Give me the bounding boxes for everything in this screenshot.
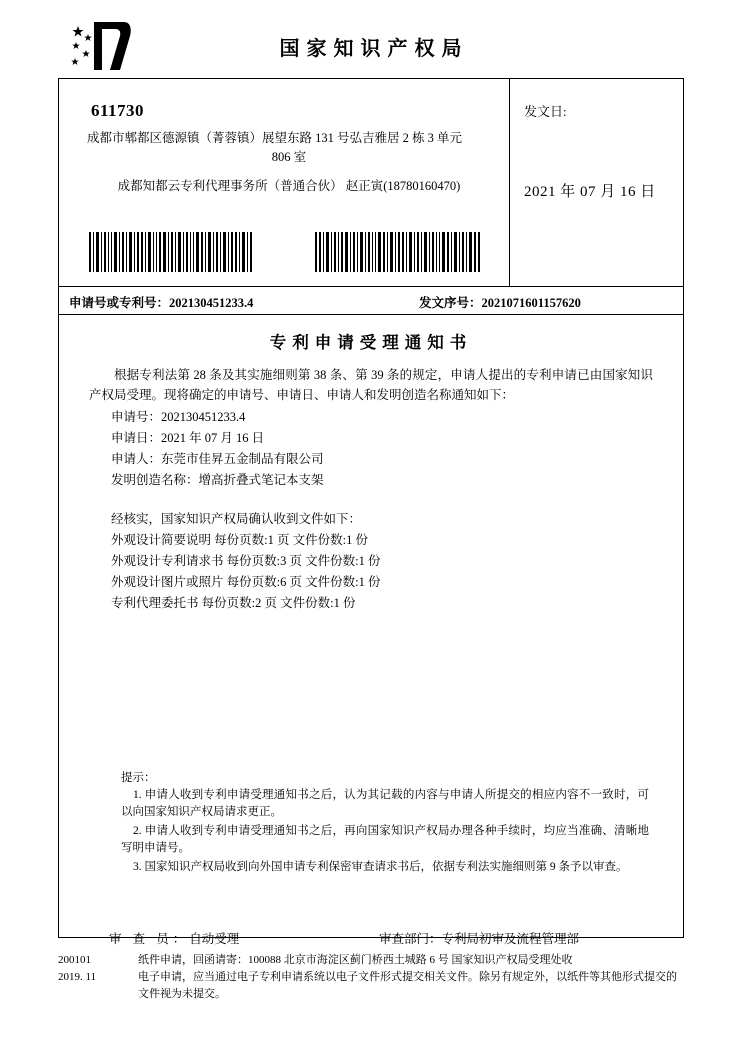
document-frame [58,78,684,946]
addressee-section [59,79,683,287]
field-application-no: 申请号：202130451233.4 [111,410,246,424]
footer-codes [58,952,138,986]
document-item: 外观设计图片或照片 每份页数:6 页 文件份数:1 份 [111,575,381,589]
number-row [59,287,683,315]
hint-item: 2. 申请人收到专利申请受理通知书之后，再向国家知识产权局办理各种手续时，均应当准确、清晰地写明申请号。 [121,825,649,854]
footer-note-2: 电子申请，应当通过电子专利申请系统以电子文件形式提交相关文件。除另有规定外，以纸件等其他形式提交的 [138,971,677,983]
application-number [69,293,253,311]
examiner-value: 自动受理 [189,932,240,946]
footer-code: 200101 [58,954,91,966]
recipient-address [87,129,491,167]
document-title: 专利申请受理通知书 [269,333,473,352]
issue-date-value: 2021 年 07 月 16 日 [524,184,656,200]
intro-paragraph: 根据专利法第 28 条及其实施细则第 38 条、第 39 条的规定，申请人提出的专利申请已由国家知识产权局受理。现将确定的申请号、申请日、申请人和发明创造名称通知如下： [89,368,653,402]
documents-intro: 经核实，国家知识产权局确认收到文件如下： [111,512,362,526]
document-header [58,18,684,74]
application-number-value: 202130451233.4 [169,296,254,310]
field-invention-name: 发明创造名称：增高折叠式笔记本支架 [111,473,324,487]
agency-line: 成都知都云专利代理事务所（普通合伙） 赵正寅(18780160470) [117,179,461,193]
department-block [379,929,579,947]
document-item: 外观设计专利请求书 每份页数:3 页 文件份数:1 份 [111,554,381,568]
barcode-document [315,232,480,272]
document-number [419,293,581,311]
field-application-date: 申请日：2021 年 07 月 16 日 [111,431,265,445]
footer-note-1: 纸件申请，回函请寄：100088 北京市海淀区蓟门桥西土城路 6 号 国家知识产权局受理处收 [138,954,573,966]
barcode-row [59,232,510,272]
address-line-2: 806 室 [271,150,307,164]
department-label: 审查部门： [379,932,442,946]
document-number-value: 2021071601157620 [481,296,581,310]
document-body [59,329,683,951]
issue-date-cell [510,79,683,286]
issue-date-label: 发文日: [524,104,567,119]
recipient-code: 611730 [91,101,145,120]
field-applicant: 申请人：东莞市佳昇五金制品有限公司 [111,452,324,466]
address-line-1: 成都市郫都区德源镇（菁蓉镇）展望东路 131 号弘吉雅居 2 栋 3 单元 [87,131,463,145]
document-item: 专利代理委托书 每份页数:2 页 文件份数:1 份 [111,596,356,610]
received-documents [111,509,653,614]
application-fields [111,407,653,491]
addressee-cell [59,79,510,286]
hints-section [59,769,683,876]
hint-item: 1. 申请人收到专利申请受理通知书之后，认为其记载的内容与申请人所提交的相应内容不一致时，可以向国家知识产权局请求更正。 [121,789,649,818]
hints-label: 提示： [121,772,156,784]
office-title: 国家知识产权局 [279,37,469,60]
application-number-label: 申请号或专利号： [69,296,170,310]
national-emblem-icon [68,20,134,72]
footer-note-3: 文件视为未提交。 [138,988,226,1000]
hint-item: 3. 国家知识产权局收到向外国申请专利保密审查请求书后，依据专利法实施细则第 9 条予以审查。 [133,861,628,873]
document-number-label: 发文序号： [419,296,482,310]
footer-notes [138,952,678,1003]
examiner-block [109,929,239,947]
document-item: 外观设计简要说明 每份页数:1 页 文件份数:1 份 [111,533,368,547]
barcode-application [89,232,254,272]
department-value: 专利局初审及流程管理部 [441,932,580,946]
examiner-label: 审 查 员： [109,932,190,946]
footer-version: 2019. 11 [58,971,97,983]
